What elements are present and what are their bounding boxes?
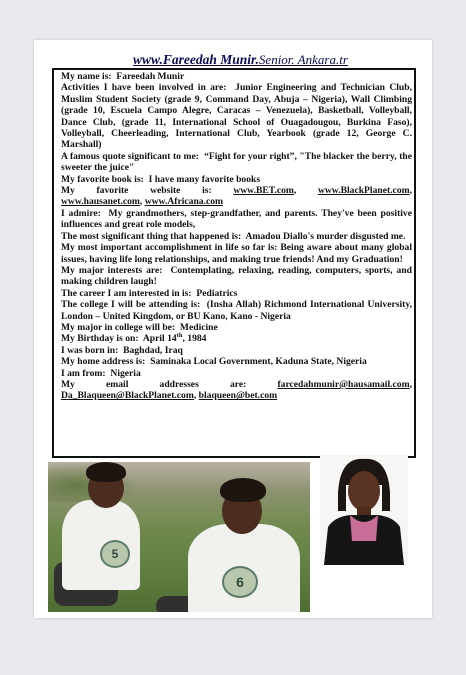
title-name: www.Fareedah Munir. (133, 52, 259, 67)
accomplishment-line: My most important accomplishment in life so far is: Being aware about many global issues, having life long relationships, and making true friends! And my Graduation! (61, 242, 412, 265)
group-photo (48, 462, 310, 612)
portrait-face (348, 471, 380, 511)
website-line: My favorite website is: www.BET.com, www.BlackPlanet.com, (61, 185, 413, 197)
title-school: Senior. Ankara.tr (258, 52, 348, 67)
profile-box (52, 68, 416, 458)
email-line: My email addresses are: farcedahmunir@hausamail.com, (61, 378, 412, 390)
left-person-shirt (62, 500, 140, 590)
name-line: My name is: Fareedah Munir (61, 71, 185, 82)
right-person-hair (220, 478, 266, 502)
admire-line: I admire: My grandmothers, step-grandfather, and parents. They've been positive influences and great role models, (61, 207, 412, 231)
website-link[interactable]: www.Africana.com (144, 196, 224, 208)
major-line: My major in college will be: Medicine (61, 321, 218, 333)
website-line-2: www.hausanet.com, www.Africana.com (61, 196, 224, 208)
from-line: I am from: Nigeria (61, 367, 141, 379)
home-line: My home address is: Saminaka Local Government, Kaduna State, Nigeria (61, 356, 367, 368)
page-title (133, 51, 403, 69)
email-line-2: Da_Blaqueen@BlackPlanet.com, blaqueen@bet.com (61, 390, 278, 402)
portrait-photo (320, 455, 408, 565)
quote-line: A famous quote significant to me: “Fight for your right”, "The blacker the berry, the sweeter the juice" (61, 150, 413, 174)
bib-number-right: 6 (222, 566, 258, 598)
website-link[interactable]: www.BET.com (233, 185, 294, 197)
left-person-hair (86, 462, 126, 482)
email-link[interactable]: Da_Blaqueen@BlackPlanet.com (61, 390, 194, 402)
email-link[interactable]: farcedahmunir@hausamail.com (277, 378, 410, 390)
college-line: The college I will be attending is: (Insha Allah) Richmond International University, London – United Kingdom, or BU Kano, Kano - Nigeria (61, 299, 413, 322)
website-link[interactable]: www.hausanet.com (61, 196, 140, 208)
portrait-figure (320, 455, 408, 565)
bib-number-left: 5 (100, 540, 130, 568)
book-line: My favorite book is: I have many favorite books (61, 173, 261, 185)
website-link[interactable]: www.BlackPlanet.com (317, 185, 410, 197)
activities-line: Activities I have been involved in are: Junior Engineering and Technician Club, Muslim Student Society (grade 9, Command Day, Abuja – Nigeria), Wall Climbing (grade 10, Escuela Campo Alegre, Caracas – Venezuela), Basketball, Volleyball, Dance Club, (grade 11, International School of Ouagadougou, Burkina Faso), Volleyball, Cheerleading, International Club, Yearbook (grade 12, George C. Marshall) (61, 82, 412, 151)
interests-line: My major interests are: Contemplating, relaxing, reading, computers, sports, and making children laugh! (61, 264, 412, 288)
significant-line: The most significant thing that happened is: Amadou Diallo's murder disgusted me. (61, 230, 406, 242)
birthday-line: My Birthday is on: April 14th, 1984 (61, 332, 207, 345)
born-line: I was born in: Baghdad, Iraq (61, 344, 183, 356)
career-line: The career I am interested in is: Pediatrics (61, 287, 238, 299)
email-link[interactable]: blaqueen@bet.com (198, 390, 278, 402)
